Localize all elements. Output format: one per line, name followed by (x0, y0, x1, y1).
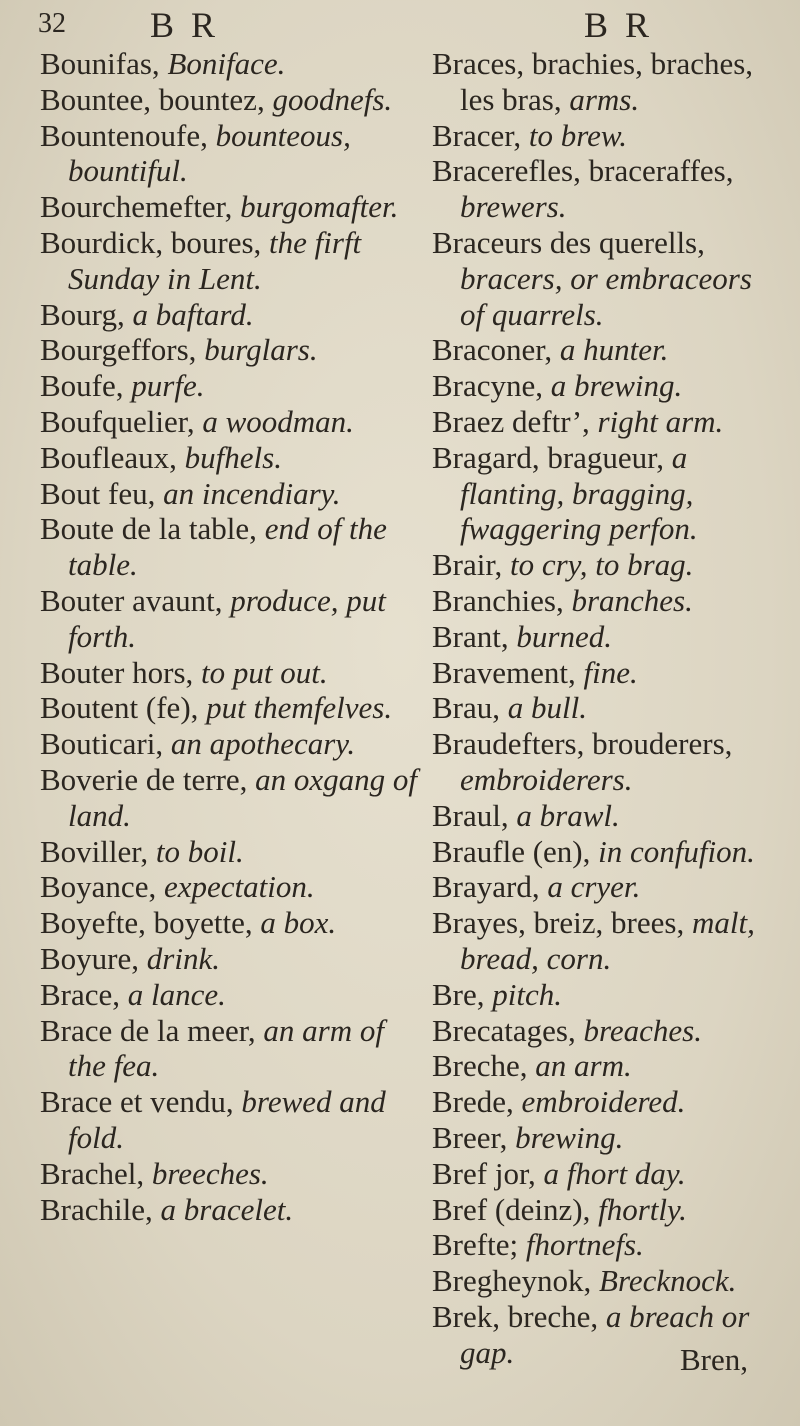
entry-word: Bourdick, boures, (40, 224, 262, 260)
entry-gloss: a cryer. (547, 869, 641, 905)
entry-word: Brace et vendu, (40, 1084, 234, 1120)
glossary-entry (40, 762, 420, 834)
entry-word: Breche, (432, 1048, 528, 1084)
glossary-entry (40, 476, 420, 512)
entry-word: Brachel, (40, 1155, 145, 1191)
entry-word: Bourgeffors, (40, 332, 197, 368)
entry-gloss: pitch. (492, 976, 563, 1012)
glossary-entry (432, 977, 782, 1013)
entry-gloss: a brawl. (516, 797, 620, 833)
glossary-entry (432, 905, 782, 977)
entry-gloss: an oxgang of land. (68, 761, 418, 833)
glossary-entry (40, 404, 420, 440)
entry-gloss: a flanting, bragging, fwaggering perfon. (460, 439, 698, 547)
entry-gloss: burgomafter. (240, 189, 399, 225)
glossary-entry (40, 726, 420, 762)
glossary-entry (432, 547, 782, 583)
entry-word: Bout feu, (40, 475, 156, 511)
entry-gloss: a bracelet. (160, 1191, 294, 1227)
entry-gloss: produce, put forth. (68, 582, 386, 654)
entry-word: Bountenoufe, (40, 117, 208, 153)
entry-gloss: goodnefs. (272, 81, 393, 117)
glossary-entry (432, 690, 782, 726)
entry-gloss: embroiderers. (460, 761, 633, 797)
entry-word: Bravement, (432, 654, 576, 690)
entry-gloss: a woodman. (202, 403, 354, 439)
entry-word: Brachile, (40, 1191, 153, 1227)
entry-word: Breer, (432, 1119, 508, 1155)
entry-word: Brace de la meer, (40, 1012, 256, 1048)
glossary-entry (40, 225, 420, 297)
glossary-entry (40, 1192, 420, 1228)
entry-gloss: fine. (583, 654, 638, 690)
entry-word: Bourg, (40, 296, 125, 332)
entry-word: Bountee, bountez, (40, 81, 265, 117)
entry-gloss: malt, bread, corn. (460, 905, 755, 976)
glossary-entry (432, 404, 782, 440)
entry-gloss: a hunter. (559, 332, 669, 368)
glossary-entry (432, 869, 782, 905)
glossary-entry (40, 297, 420, 333)
entry-gloss: an apothecary. (170, 726, 356, 762)
entry-gloss: a brewing. (550, 368, 683, 404)
entry-gloss: arms. (569, 81, 640, 117)
catchword: Bren, (680, 1342, 749, 1377)
entry-word: Braconer, (432, 332, 553, 368)
entry-gloss: a box. (260, 905, 337, 941)
entry-word: Brau, (432, 690, 501, 726)
entry-gloss: branches. (571, 582, 693, 618)
glossary-entry (40, 368, 420, 404)
entry-gloss: a baftard. (132, 296, 254, 332)
entry-word: Braceurs des querells, (432, 224, 705, 260)
entry-word: Bracyne, (432, 368, 544, 404)
glossary-entry (432, 1120, 782, 1156)
glossary-entry (40, 189, 420, 225)
entry-word: Boviller, (40, 833, 149, 869)
entry-gloss: the firft Sunday in Lent. (68, 224, 362, 296)
entry-gloss: Brecknock. (599, 1263, 737, 1299)
entry-gloss: an arm of the fea. (68, 1012, 384, 1084)
entry-gloss: brewed and fold. (68, 1084, 386, 1155)
entry-word: Bouter hors, (40, 654, 194, 690)
glossary-entry (40, 869, 420, 905)
entry-word: Branchies, (432, 582, 564, 618)
entry-gloss: to cry, to brag. (509, 547, 694, 583)
entry-word: Braul, (432, 797, 509, 833)
entry-gloss: a breach or gap. (460, 1298, 750, 1370)
glossary-entry (40, 118, 420, 190)
running-head-right: B R (584, 5, 654, 45)
entry-word: Boutent (fe), (40, 690, 199, 726)
right-column (432, 46, 782, 1370)
entry-word: Brede, (432, 1084, 514, 1120)
entry-word: Brayes, breiz, brees, (432, 905, 685, 941)
entry-word: Bre, (432, 976, 485, 1012)
entry-word: Boyure, (40, 940, 140, 976)
entry-word: Brant, (432, 618, 509, 654)
entry-word: Bref (deinz), (432, 1191, 591, 1227)
glossary-entry (432, 440, 782, 547)
entry-gloss: purfe. (131, 368, 205, 404)
entry-word: Bragard, bragueur, (432, 439, 665, 475)
glossary-entry (432, 798, 782, 834)
entry-word: Braez deftr’, (432, 403, 590, 439)
entry-word: Bouticari, (40, 726, 164, 762)
entry-gloss: burglars. (204, 332, 318, 368)
glossary-entry (432, 834, 782, 870)
entry-gloss: brewing. (515, 1119, 624, 1155)
entry-gloss: brewers. (460, 189, 567, 225)
entry-word: Boyance, (40, 869, 157, 905)
glossary-entry (40, 941, 420, 977)
entry-word: Braces, brachies, braches, les bras, (432, 46, 754, 117)
glossary-entry (432, 153, 782, 225)
entry-word: Bref jor, (432, 1155, 536, 1191)
glossary-entry (432, 46, 782, 118)
glossary-entry (40, 905, 420, 941)
entry-gloss: bufhels. (184, 439, 282, 475)
entry-gloss: bracers, or embraceors of quarrels. (460, 260, 752, 332)
glossary-entry (40, 834, 420, 870)
glossary-entry (432, 1048, 782, 1084)
glossary-entry (432, 1084, 782, 1120)
glossary-entry (40, 655, 420, 691)
glossary-entry (40, 583, 420, 655)
entry-gloss: an arm. (535, 1048, 632, 1084)
glossary-entry (432, 1013, 782, 1049)
entry-word: Braudefters, brouderers, (432, 726, 733, 762)
entry-word: Bracer, (432, 117, 522, 153)
entry-gloss: put themfelves. (206, 690, 393, 726)
glossary-entry (432, 583, 782, 619)
entry-word: Brek, breche, (432, 1298, 599, 1334)
entry-gloss: to brew. (528, 117, 628, 153)
entry-word: Boufe, (40, 368, 124, 404)
entry-gloss: expectation. (163, 869, 315, 905)
entry-gloss: a lance. (127, 976, 226, 1012)
entry-gloss: to put out. (201, 654, 328, 690)
glossary-entry (40, 690, 420, 726)
entry-word: Boute de la table, (40, 511, 257, 547)
entry-gloss: fhortnefs. (525, 1227, 644, 1263)
glossary-entry (40, 511, 420, 583)
entry-gloss: in confufion. (598, 833, 755, 869)
entry-word: Boufleaux, (40, 439, 177, 475)
glossary-entry (40, 82, 420, 118)
glossary-entry (432, 332, 782, 368)
entry-gloss: burned. (516, 618, 612, 654)
glossary-entry (40, 46, 420, 82)
glossary-entry (40, 1156, 420, 1192)
entry-word: Brefte; (432, 1227, 519, 1263)
entry-gloss: to boil. (155, 833, 244, 869)
entry-gloss: an incendiary. (163, 475, 341, 511)
entry-gloss: drink. (146, 940, 220, 976)
entry-gloss: breeches. (151, 1155, 269, 1191)
glossary-entry (40, 1013, 420, 1085)
entry-word: Boyefte, boyette, (40, 905, 253, 941)
entry-gloss: a bull. (507, 690, 587, 726)
entry-word: Bourchemefter, (40, 189, 233, 225)
glossary-entry (432, 1192, 782, 1228)
entry-gloss: Boniface. (167, 46, 286, 81)
entry-word: Bregheynok, (432, 1263, 592, 1299)
page-number: 32 (38, 8, 66, 39)
glossary-entry (40, 1084, 420, 1156)
entry-gloss: fhortly. (598, 1191, 687, 1227)
glossary-entry (432, 726, 782, 798)
entry-word: Boufquelier, (40, 403, 195, 439)
entry-word: Brayard, (432, 869, 540, 905)
entry-gloss: bounteous, bountiful. (68, 117, 351, 189)
glossary-entry (40, 977, 420, 1013)
entry-word: Brecatages, (432, 1012, 576, 1048)
entry-gloss: right arm. (597, 403, 724, 439)
glossary-entry (432, 368, 782, 404)
glossary-entry (432, 619, 782, 655)
glossary-entry (432, 1263, 782, 1299)
entry-word: Brace, (40, 976, 121, 1012)
entry-gloss: end of the table. (68, 511, 387, 583)
entry-gloss: embroidered. (521, 1084, 686, 1120)
running-head-left: B R (150, 5, 220, 45)
glossary-entry (432, 225, 782, 332)
entry-word: Boverie de terre, (40, 761, 248, 797)
glossary-entry (40, 332, 420, 368)
entry-word: Bouter avaunt, (40, 582, 223, 618)
entry-word: Brair, (432, 547, 503, 583)
entry-gloss: a fhort day. (543, 1155, 686, 1191)
glossary-entry (432, 1156, 782, 1192)
entry-word: Bounifas, (40, 46, 160, 81)
glossary-entry (432, 1227, 782, 1263)
glossary-entry (40, 440, 420, 476)
entry-word: Braufle (en), (432, 833, 591, 869)
glossary-entry (432, 655, 782, 691)
entry-gloss: breaches. (583, 1012, 702, 1048)
entry-word: Bracerefles, braceraffes, (432, 153, 734, 189)
left-column (40, 46, 420, 1227)
glossary-entry (432, 118, 782, 154)
